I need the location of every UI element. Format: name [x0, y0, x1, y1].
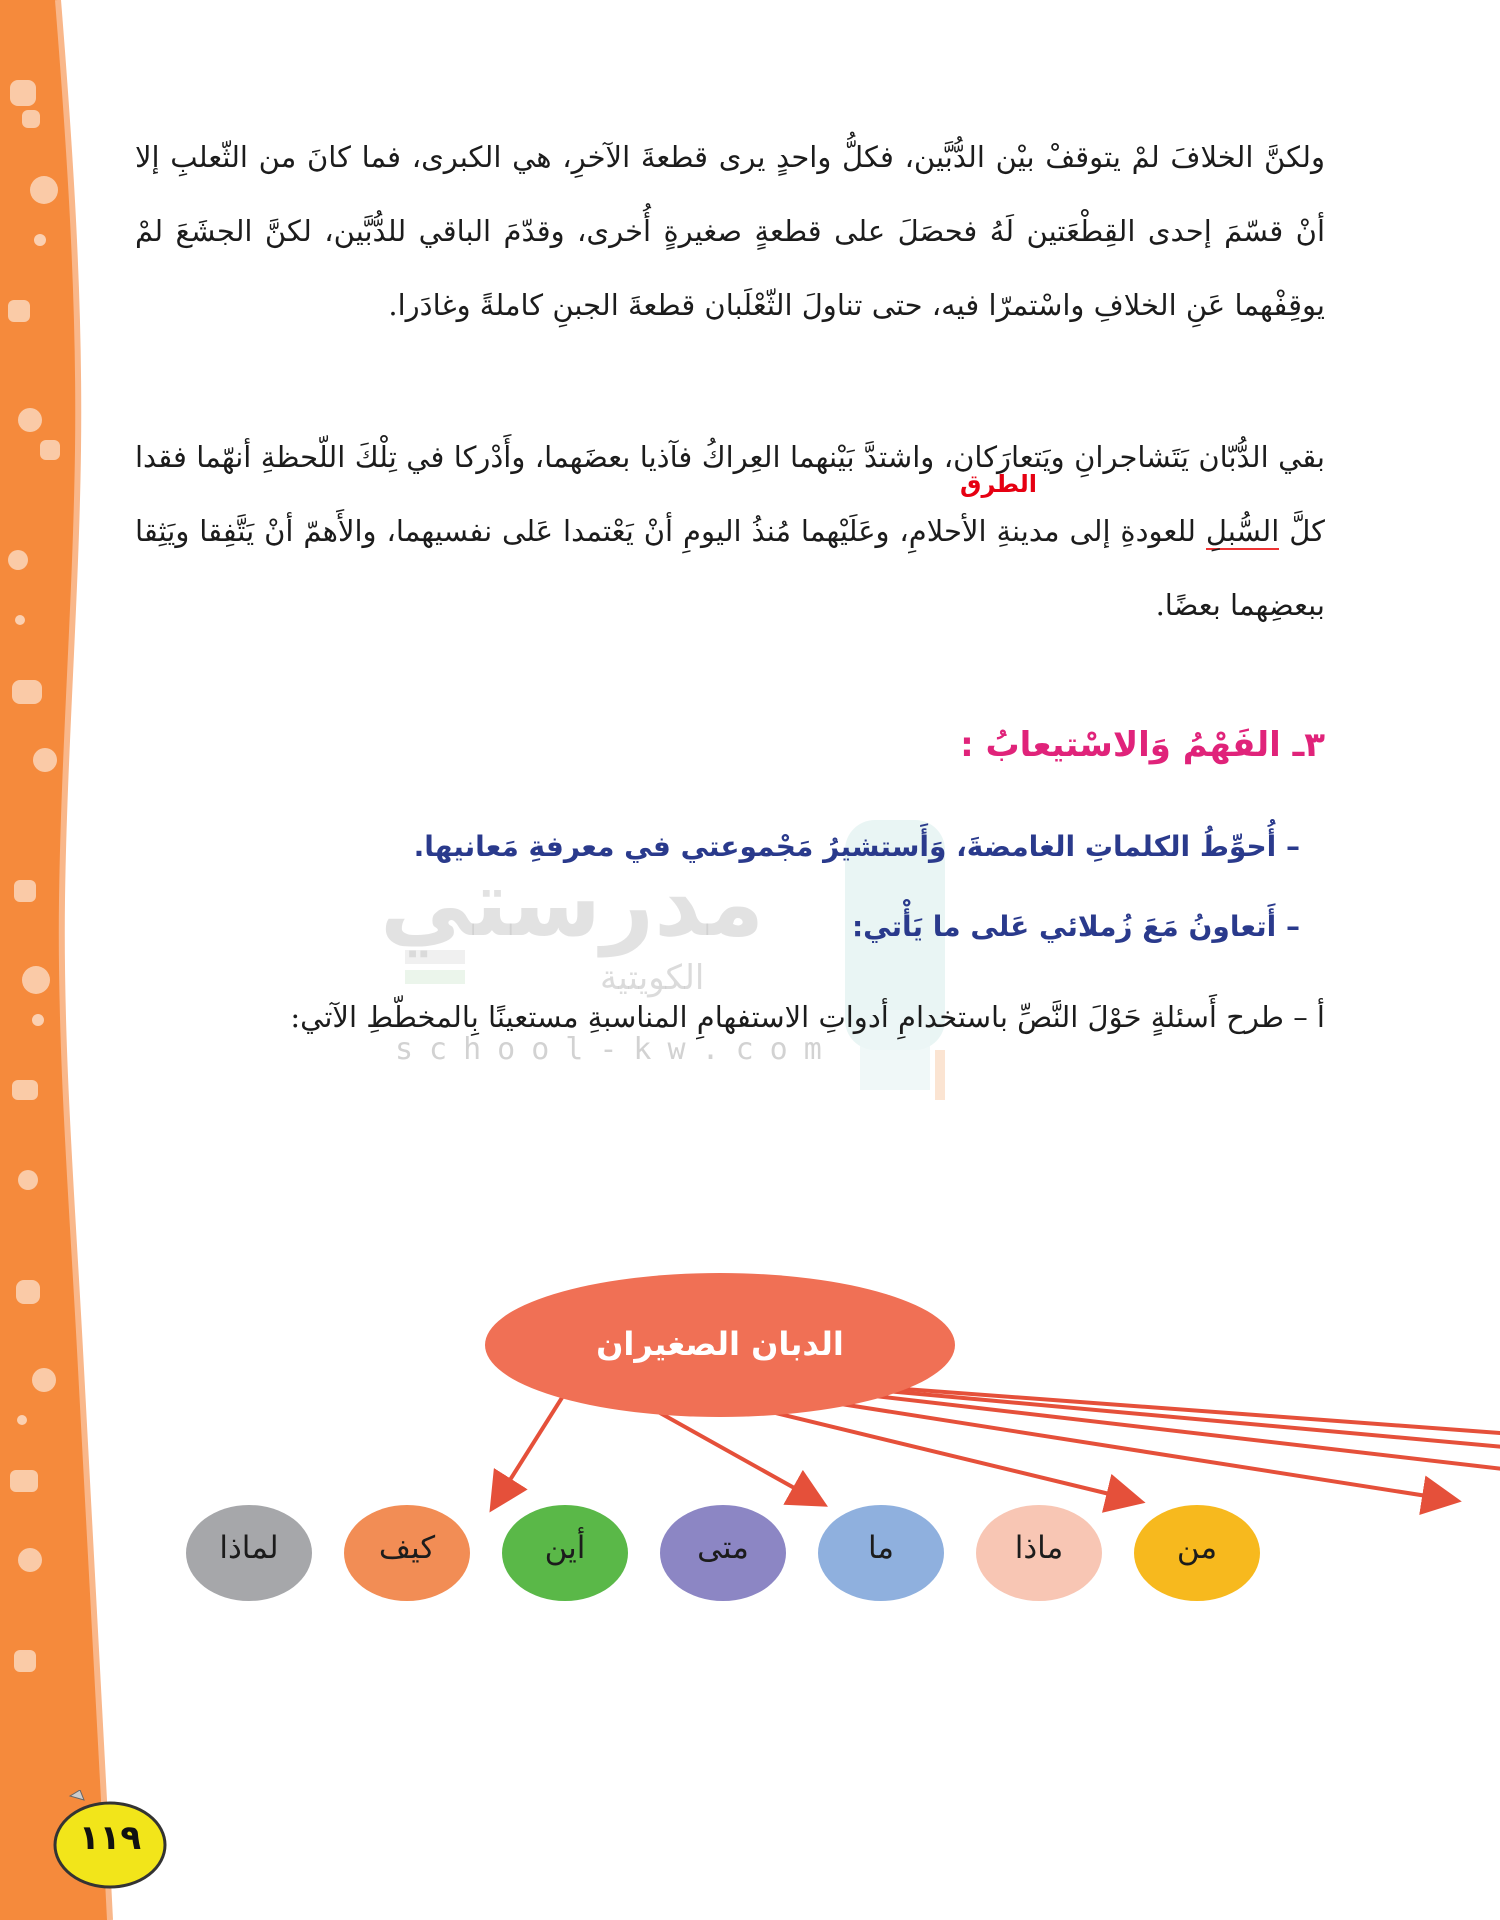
diagram-arrow [850, 1385, 1500, 1499]
section-heading: ٣ـ الفَهْمُ وَالاسْتيعابُ : [960, 725, 1325, 765]
diagram-node-label: أين [544, 1530, 586, 1566]
gloss-annotation: الطرق [960, 470, 1038, 498]
page-number: ١١٩ [78, 1818, 142, 1858]
task-a: أ – طرح أَسئلةٍ حَوْلَ النَّصِّ باستخدامِ أدواتِ الاستفهامِ المناسبةِ مستعينًا بِالمخطّطِ الآتي: [290, 1000, 1325, 1034]
gloss-underlined-word: السُّبلِ [1205, 514, 1280, 548]
diagram-center-label: الدبان الصغيران [596, 1325, 844, 1363]
bullet-item: – أَتعاونُ مَعَ زُملائي عَلى ما يَأْتي: [851, 910, 1300, 943]
diagram-node-label: من [1176, 1530, 1218, 1566]
diagram-arrow [498, 1385, 570, 1499]
diagram-node-label: لماذا [219, 1530, 279, 1566]
watermark-brand: مدرستي [380, 850, 765, 957]
paragraph-2-before: بقي الدُّبّان يَتَشاجرانِ ويَتعارَكان، واشتدَّ بَيْنهما العِراكُ فآذيا بعضَهما، وأَدْركا في تِلْكَ اللّحظةِ أنهّما فقدا كلَّ [135, 440, 1325, 548]
diagram-node-label: متى [697, 1530, 749, 1566]
watermark-sub: الكويتية [600, 958, 705, 998]
diagram-node-label: كيف [378, 1530, 436, 1566]
diagram-node-label: ماذا [1014, 1530, 1064, 1566]
bullet-item: – أُحوِّطُ الكلماتِ الغامضةَ، وَأَستشيرُ مَجْموعتي في معرفةِ مَعانيها. [413, 830, 1300, 863]
paragraph-2-after: للعودةِ إلى مدينةِ الأحلامِ، وعَلَيْهما مُنذُ اليومِ أنْ يَعْتمدا عَلى نفسيهما، والأَهمّ أنْ يَتَّفِقا ويَثِقا ببعضِهما بعضًا. [135, 514, 1325, 622]
watermark-url: school-kw.com [395, 1032, 838, 1067]
story-paragraph-1: ولكنَّ الخلافَ لمْ يتوقفْ بيْن الدُّبَّين، فكلُّ واحدٍ يرى قطعةَ الآخرِ، هي الكبرى، فما كانَ من الثّعلبِ إلا أنْ قسّمَ إحدى القِطْعَتين لَهُ فحصَلَ على قطعةٍ صغيرةٍ أُخرى، وقدّمَ الباقي للدُّبَّين، لكنَّ الجشَعَ لمْ يوقِفْهما عَنِ الخلافِ واسْتمرّا فيه، حتى تناولَ الثّعْلَبان قطعةَ الجبنِ كاملةً وغادَرا. [135, 140, 1325, 322]
diagram-node-label: ما [867, 1530, 895, 1566]
